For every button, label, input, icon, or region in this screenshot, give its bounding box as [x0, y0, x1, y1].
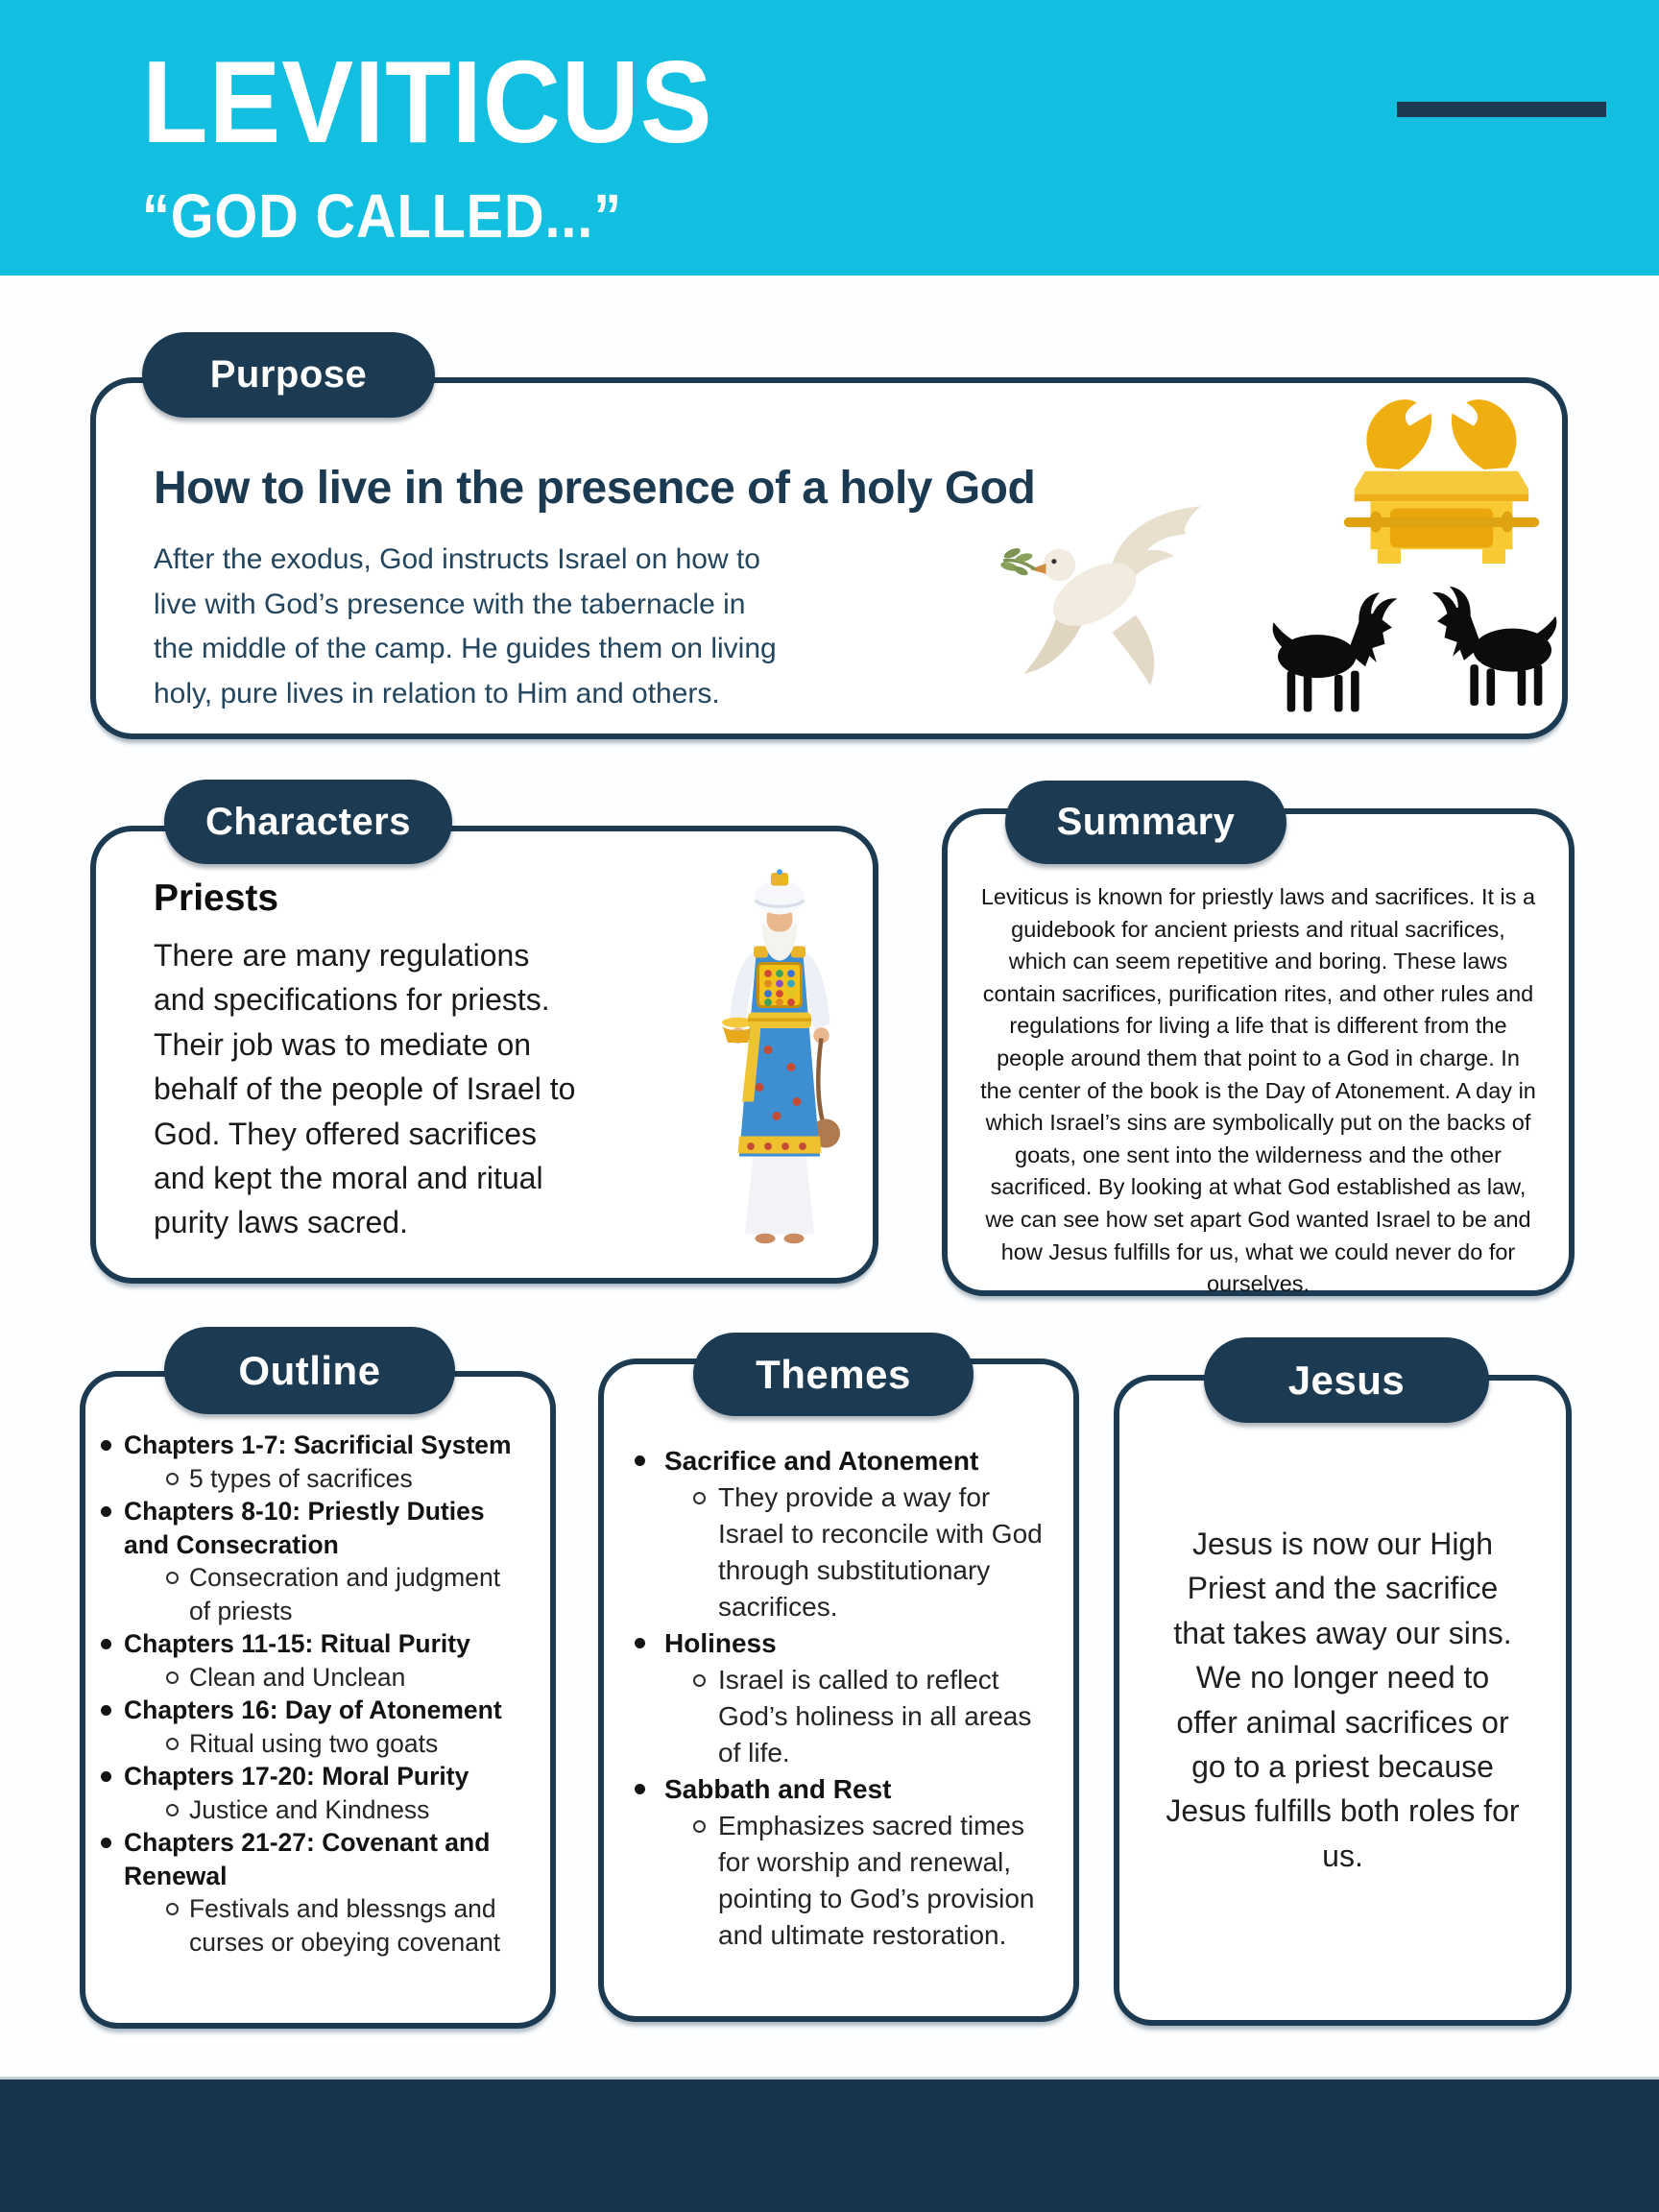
outline-subitem-list — [124, 1561, 527, 1627]
themes-item — [619, 1771, 1058, 1954]
sub-bullet-item: Justice and Kindness — [124, 1793, 527, 1827]
outline-item — [99, 1627, 527, 1694]
outline-item-title: Chapters 16: Day of Atonement — [124, 1695, 502, 1724]
outline-list — [85, 1377, 550, 1959]
outline-item — [99, 1429, 527, 1495]
themes-subitem-list — [664, 1808, 1058, 1954]
outline-item-title: Chapters 1-7: Sacrificial System — [124, 1431, 512, 1459]
sub-bullet-item: 5 types of sacrifices — [124, 1462, 527, 1496]
outline-item — [99, 1495, 527, 1627]
outline-item — [99, 1760, 527, 1826]
characters-body-text: There are many regulations and specifications for priests. Their job was to mediate on behalf of the people of Israel to God. They offered sacrifices and kept the moral and ritual purity laws sacred. — [154, 938, 576, 1240]
purpose-body-text: After the exodus, God instructs Israel on how to live with God’s presence with the tabernacle in the middle of the camp. He guides them on living holy, pure lives in relation to Him and others. — [154, 543, 777, 709]
outline-item-title: Chapters 8-10: Priestly Duties and Consecration — [124, 1497, 485, 1559]
themes-item-title: Holiness — [664, 1628, 777, 1658]
characters-heading: Priests — [154, 878, 279, 919]
outline-item — [99, 1826, 527, 1959]
themes-subitem-list — [664, 1479, 1058, 1625]
outline-subitem-list — [124, 1462, 527, 1496]
header-dash-decoration — [1397, 102, 1606, 117]
outline-item-title: Chapters 11-15: Ritual Purity — [124, 1629, 470, 1658]
outline-subitem-list — [124, 1892, 527, 1959]
summary-card — [942, 801, 1575, 1297]
purpose-pill-label: Purpose — [142, 332, 435, 418]
ark-of-the-covenant-icon — [1343, 386, 1540, 564]
outline-item — [99, 1694, 527, 1760]
jesus-pill-label: Jesus — [1204, 1337, 1489, 1423]
footer-band — [0, 2077, 1659, 2212]
themes-item-title: Sabbath and Rest — [664, 1774, 892, 1804]
outline-subitem-list — [124, 1661, 527, 1695]
sub-bullet-item: Consecration and judgment of priests — [124, 1561, 527, 1627]
characters-pill-label: Characters — [164, 780, 452, 864]
sub-bullet-item: Emphasizes sacred times for worship and renewal, pointing to God’s provision and ultimate restoration. — [664, 1808, 1058, 1954]
themes-item — [619, 1625, 1058, 1771]
two-goats-icon — [1259, 576, 1571, 720]
themes-subitem-list — [664, 1662, 1058, 1771]
dove-olive-branch-icon — [1000, 500, 1236, 721]
summary-pill-label: Summary — [1005, 781, 1286, 864]
outline-item-title: Chapters 21-27: Covenant and Renewal — [124, 1828, 491, 1890]
purpose-card — [90, 353, 1568, 739]
purpose-heading: How to live in the presence of a holy God — [154, 463, 1036, 514]
sub-bullet-item: They provide a way for Israel to reconcile with God through substitutionary sacrifices. — [664, 1479, 1058, 1625]
characters-card — [90, 800, 878, 1284]
header-band — [0, 0, 1659, 276]
themes-pill-label: Themes — [693, 1333, 974, 1416]
outline-subitem-list — [124, 1793, 527, 1827]
outline-pill-label: Outline — [164, 1327, 455, 1414]
outline-card — [80, 1347, 556, 2029]
page-subtitle: “GOD CALLED...” — [142, 181, 622, 251]
themes-list — [604, 1364, 1073, 1954]
jesus-body-text: Jesus is now our High Priest and the sacrifice that takes away our sins. We no longer need to offer animal sacrifices or go to a priest because Jesus fulfills both roles for us. — [1166, 1527, 1520, 1873]
outline-item-title: Chapters 17-20: Moral Purity — [124, 1762, 469, 1791]
themes-card — [598, 1351, 1079, 2022]
sub-bullet-item: Clean and Unclean — [124, 1661, 527, 1695]
page-title: LEVITICUS — [142, 36, 713, 167]
high-priest-icon — [713, 868, 846, 1252]
themes-item — [619, 1443, 1058, 1625]
themes-item-title: Sacrifice and Atonement — [664, 1446, 979, 1476]
sub-bullet-item: Ritual using two goats — [124, 1727, 527, 1761]
summary-body-text: Leviticus is known for priestly laws and sacrifices. It is a guidebook for ancient priests and ritual sacrifices, which can seem repetitive and boring. These laws contain sacrifices, purification rites, and other rules and regulations for living a life that is different from the people around them that point to a God in charge. In the center of the book is the Day of Atonement. A day in which Israel’s sins are symbolically put on the backs of goats, one sent into the wilderness and the other sacrificed. By looking at what God established as law, we can see how set apart God wanted Israel to be and how Jesus fulfills for us, what we could never do for ourselves. — [980, 884, 1536, 1297]
sub-bullet-item: Israel is called to reflect God’s holiness in all areas of life. — [664, 1662, 1058, 1771]
sub-bullet-item: Festivals and blessngs and curses or obeying covenant — [124, 1892, 527, 1959]
outline-subitem-list — [124, 1727, 527, 1761]
jesus-card — [1114, 1357, 1572, 2026]
